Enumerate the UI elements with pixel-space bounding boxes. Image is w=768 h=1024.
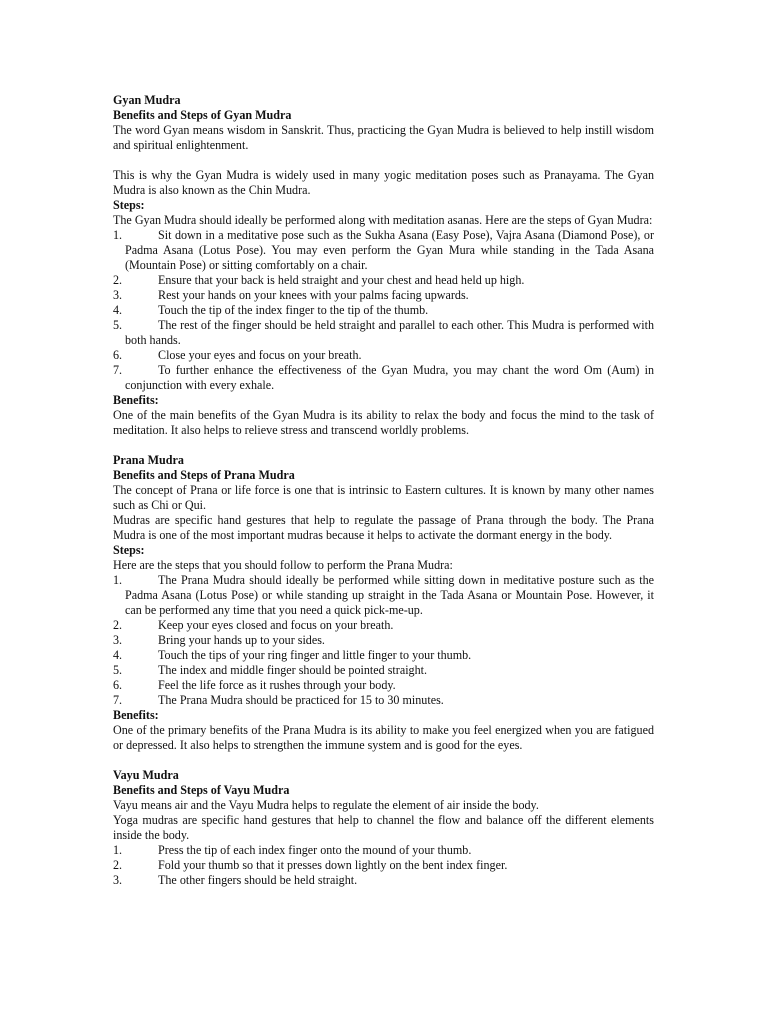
step-number: 1. xyxy=(113,573,123,587)
steps-heading: Steps: xyxy=(113,198,145,212)
step-item xyxy=(113,288,654,303)
step-item xyxy=(113,663,654,678)
steps-list xyxy=(113,573,654,708)
step-text: The Prana Mudra should be practiced for 15 to 30 minutes. xyxy=(158,693,444,707)
section-subtitle: Benefits and Steps of Gyan Mudra xyxy=(113,108,292,122)
steps-intro: Here are the steps that you should follow to perform the Prana Mudra: xyxy=(113,558,453,572)
intro-paragraph: The concept of Prana or life force is one that is intrinsic to Eastern cultures. It is known by many other names such as Chi or Qui. xyxy=(113,483,654,512)
step-item xyxy=(113,303,654,318)
step-item xyxy=(113,318,654,348)
step-item xyxy=(113,348,654,363)
step-item xyxy=(113,648,654,663)
step-number: 3. xyxy=(113,873,123,887)
step-number: 1. xyxy=(113,228,123,242)
intro-paragraph: This is why the Gyan Mudra is widely used in many yogic meditation poses such as Pranayama. The Gyan Mudra is also known as the Chin Mudra. xyxy=(113,168,654,197)
section xyxy=(113,93,654,438)
intro-paragraph: The word Gyan means wisdom in Sanskrit. Thus, practicing the Gyan Mudra is believed to help instill wisdom and spiritual enlightenment. xyxy=(113,123,654,152)
steps-list xyxy=(113,228,654,393)
step-item xyxy=(113,693,654,708)
step-number: 6. xyxy=(113,678,123,692)
step-number: 7. xyxy=(113,693,123,707)
intro-paragraph: Vayu means air and the Vayu Mudra helps to regulate the element of air inside the body. xyxy=(113,798,539,812)
benefits-paragraph: One of the main benefits of the Gyan Mudra is its ability to relax the body and focus the mind to the task of meditation. It also helps to relieve stress and transcend worldly problems. xyxy=(113,408,654,437)
step-text: Fold your thumb so that it presses down lightly on the bent index finger. xyxy=(158,858,508,872)
step-item xyxy=(113,633,654,648)
section-title: Vayu Mudra xyxy=(113,768,179,782)
step-number: 3. xyxy=(113,633,123,647)
step-item xyxy=(113,273,654,288)
step-text: Bring your hands up to your sides. xyxy=(158,633,325,647)
step-text: Ensure that your back is held straight and your chest and head held up high. xyxy=(158,273,525,287)
step-item xyxy=(113,858,654,873)
steps-list xyxy=(113,843,654,888)
step-text: Press the tip of each index finger onto the mound of your thumb. xyxy=(158,843,472,857)
step-number: 1. xyxy=(113,843,123,857)
benefits-heading: Benefits: xyxy=(113,393,159,407)
section-title: Prana Mudra xyxy=(113,453,184,467)
step-text: Touch the tips of your ring finger and little finger to your thumb. xyxy=(158,648,472,662)
step-number: 2. xyxy=(113,858,123,872)
step-number: 3. xyxy=(113,288,123,302)
step-text: Keep your eyes closed and focus on your breath. xyxy=(158,618,394,632)
step-item xyxy=(113,843,654,858)
step-text: Rest your hands on your knees with your palms facing upwards. xyxy=(158,288,469,302)
step-text: The rest of the finger should be held straight and parallel to each other. This Mudra is performed with both hands. xyxy=(125,318,654,347)
section-subtitle: Benefits and Steps of Prana Mudra xyxy=(113,468,295,482)
step-number: 5. xyxy=(113,318,123,332)
steps-heading: Steps: xyxy=(113,543,145,557)
step-item xyxy=(113,618,654,633)
section xyxy=(113,453,654,753)
step-text: Feel the life force as it rushes through your body. xyxy=(158,678,396,692)
step-text: To further enhance the effectiveness of the Gyan Mudra, you may chant the word Om (Aum) in conjunction with every exhale. xyxy=(125,363,654,392)
document-page xyxy=(113,93,654,903)
steps-intro: The Gyan Mudra should ideally be performed along with meditation asanas. Here are the steps of Gyan Mudra: xyxy=(113,213,653,227)
step-item xyxy=(113,873,654,888)
step-item xyxy=(113,228,654,273)
step-number: 2. xyxy=(113,618,123,632)
step-number: 6. xyxy=(113,348,123,362)
section-subtitle: Benefits and Steps of Vayu Mudra xyxy=(113,783,290,797)
benefits-heading: Benefits: xyxy=(113,708,159,722)
step-number: 4. xyxy=(113,648,123,662)
step-text: Sit down in a meditative pose such as the Sukha Asana (Easy Pose), Vajra Asana (Diamond Pose), or Padma Asana (Lotus Pose). You may even perform the Gyan Mura while standing in the Tada Asana (Mountain Pose) or sitting comfortably on a chair. xyxy=(125,228,654,272)
intro-paragraph: Mudras are specific hand gestures that help to regulate the passage of Prana through the body. The Prana Mudra is one of the most important mudras because it helps to activate the dormant energy in the body. xyxy=(113,513,654,542)
step-text: Close your eyes and focus on your breath. xyxy=(158,348,362,362)
intro-paragraph: Yoga mudras are specific hand gestures that help to channel the flow and balance off the different elements inside the body. xyxy=(113,813,654,842)
section xyxy=(113,768,654,888)
benefits-paragraph: One of the primary benefits of the Prana Mudra is its ability to make you feel energized when you are fatigued or depressed. It also helps to strengthen the immune system and is good for the eyes. xyxy=(113,723,654,752)
step-item xyxy=(113,363,654,393)
step-text: The Prana Mudra should ideally be performed while sitting down in meditative posture such as the Padma Asana (Lotus Pose) or while standing up straight in the Tada Asana or Mountain Pose. However, it can be performed any time that you need a quick pick-me-up. xyxy=(125,573,654,617)
step-item xyxy=(113,678,654,693)
step-text: The other fingers should be held straight. xyxy=(158,873,358,887)
step-text: Touch the tip of the index finger to the tip of the thumb. xyxy=(158,303,429,317)
section-title: Gyan Mudra xyxy=(113,93,181,107)
step-number: 4. xyxy=(113,303,123,317)
step-number: 2. xyxy=(113,273,123,287)
step-number: 5. xyxy=(113,663,123,677)
step-number: 7. xyxy=(113,363,123,377)
step-text: The index and middle finger should be pointed straight. xyxy=(158,663,428,677)
step-item xyxy=(113,573,654,618)
